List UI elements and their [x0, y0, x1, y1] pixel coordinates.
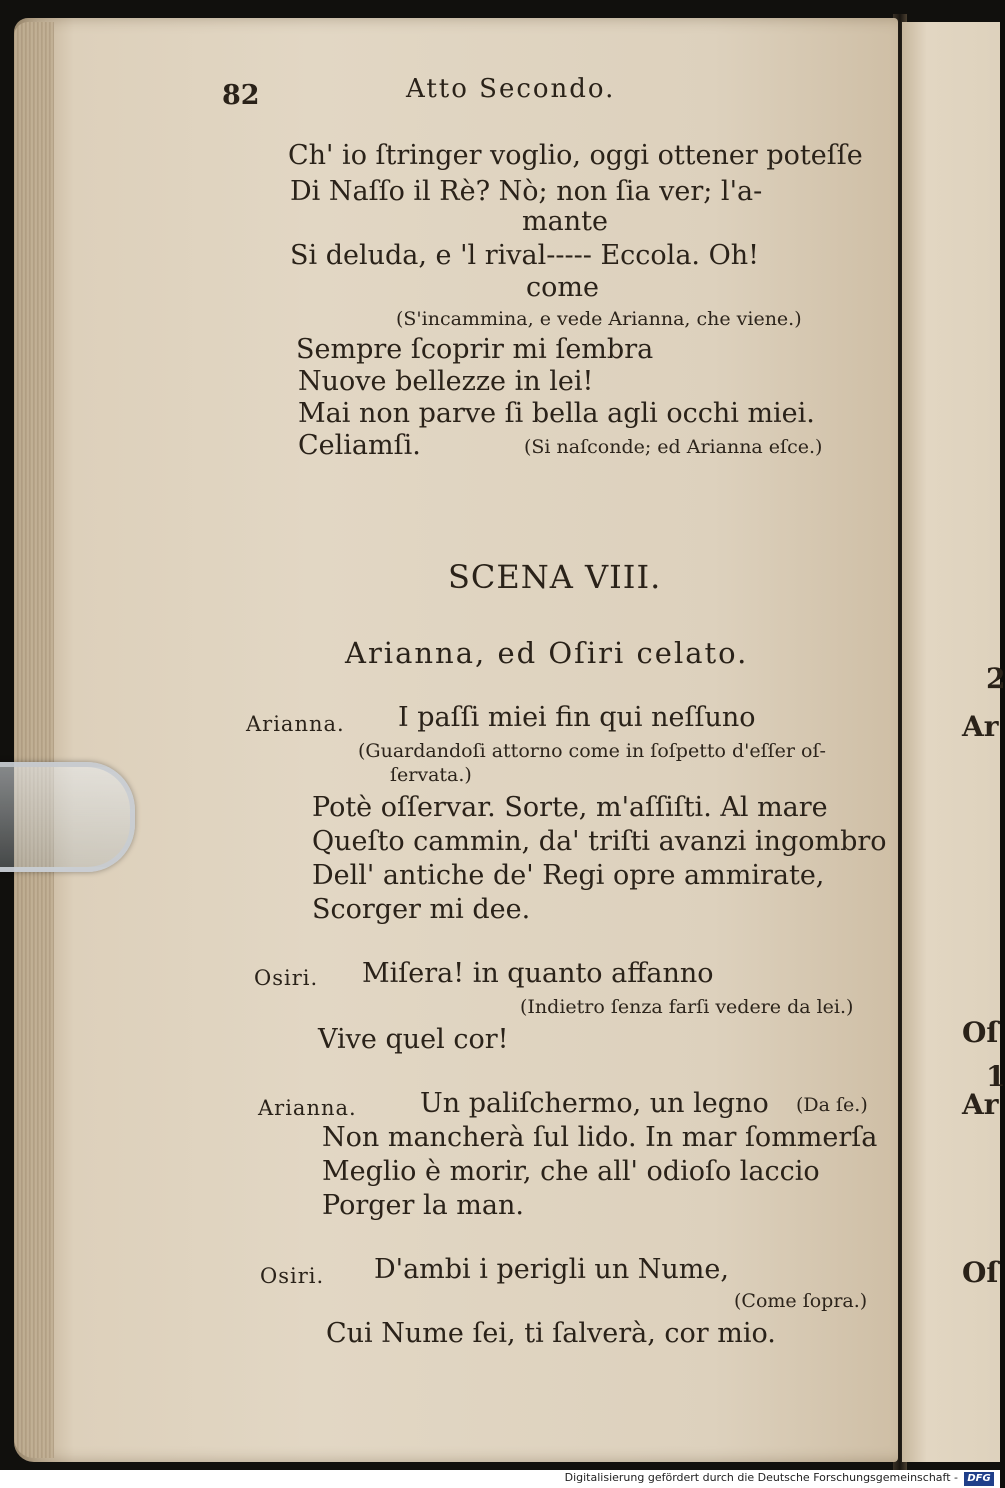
verse-line: Celiamſi.: [298, 430, 421, 461]
speaker-name: Osiri.: [260, 1264, 325, 1288]
verse-line: Non mancherà ſul lido. In mar ſommerſa: [322, 1122, 878, 1153]
verse-line: Mai non parve ſi bella agli occhi miei.: [298, 398, 815, 429]
speaker-name: Arianna.: [246, 712, 345, 736]
right-fragment: Oſ: [962, 1256, 999, 1289]
verse-line: Miſera! in quanto affanno: [362, 958, 714, 989]
stage-direction: (Guardandoſi attorno come in ſoſpetto d'eſſer oſ-: [358, 740, 826, 762]
right-fragment: Ar: [962, 710, 999, 743]
verse-line: come: [526, 272, 599, 303]
right-fragment: 2: [986, 662, 1005, 695]
stage-direction: (Come ſopra.): [734, 1290, 868, 1312]
right-page: [902, 22, 1005, 1462]
verse-line: Vive quel cor!: [318, 1024, 509, 1055]
stage-direction: (Da ſe.): [796, 1094, 868, 1116]
verse-line: Meglio è morir, che all' odioſo laccio: [322, 1156, 820, 1187]
scene-characters: Arianna, ed Oſiri celato.: [345, 636, 749, 670]
stage-direction: (Si naſconde; ed Arianna eſce.): [524, 436, 823, 458]
speaker-name: Arianna.: [258, 1096, 357, 1120]
speaker-name: Osiri.: [254, 966, 319, 990]
right-fragment: Ar: [962, 1088, 999, 1121]
running-head: Atto Secondo.: [406, 74, 616, 104]
dfg-logo: DFG: [964, 1472, 994, 1486]
verse-line: Scorger mi dee.: [312, 894, 531, 925]
verse-line: Si deluda, e 'l rival----- Eccola. Oh!: [290, 240, 759, 271]
verse-line: mante: [522, 206, 608, 237]
page-number: 82: [222, 80, 260, 111]
verse-line: Un paliſchermo, un legno: [420, 1088, 769, 1119]
verse-line: Dell' antiche de' Regi opre ammirate,: [312, 860, 825, 891]
verse-line: Ch' io ſtringer voglio, oggi ottener poteſſe: [288, 140, 863, 171]
right-fragment: Oſ: [962, 1016, 999, 1049]
verse-line: Cui Nume ſei, ti ſalverà, cor mio.: [326, 1318, 776, 1349]
verse-line: Porger la man.: [322, 1190, 524, 1221]
verse-line: Queſto cammin, da' triſti avanzi ingombro: [312, 826, 887, 857]
verse-line: Nuove bellezze in lei!: [298, 366, 594, 397]
verse-line: Potè oſſervar. Sorte, m'aſſiſti. Al mare: [312, 792, 828, 823]
verse-line: I paſſi miei fin qui neſſuno: [398, 702, 756, 733]
book-clip: [0, 762, 135, 872]
verse-line: Di Naſſo il Rè? Nò; non ſia ver; l'a-: [290, 176, 763, 207]
stage-direction: (S'incammina, e vede Arianna, che viene.): [396, 308, 802, 330]
page-edge: [14, 22, 54, 1458]
footer-credit: Digitalisierung gefördert durch die Deutsche Forschungsgemeinschaft -: [564, 1471, 958, 1484]
verse-line: D'ambi i perigli un Nume,: [374, 1254, 729, 1285]
right-fragment: 1: [986, 1060, 1005, 1093]
stage-direction: ſervata.): [390, 764, 472, 786]
scene-title: SCENA VIII.: [448, 558, 662, 596]
verse-line: Sempre ſcoprir mi ſembra: [296, 334, 654, 365]
stage-direction: (Indietro ſenza farſi vedere da lei.): [520, 996, 854, 1018]
